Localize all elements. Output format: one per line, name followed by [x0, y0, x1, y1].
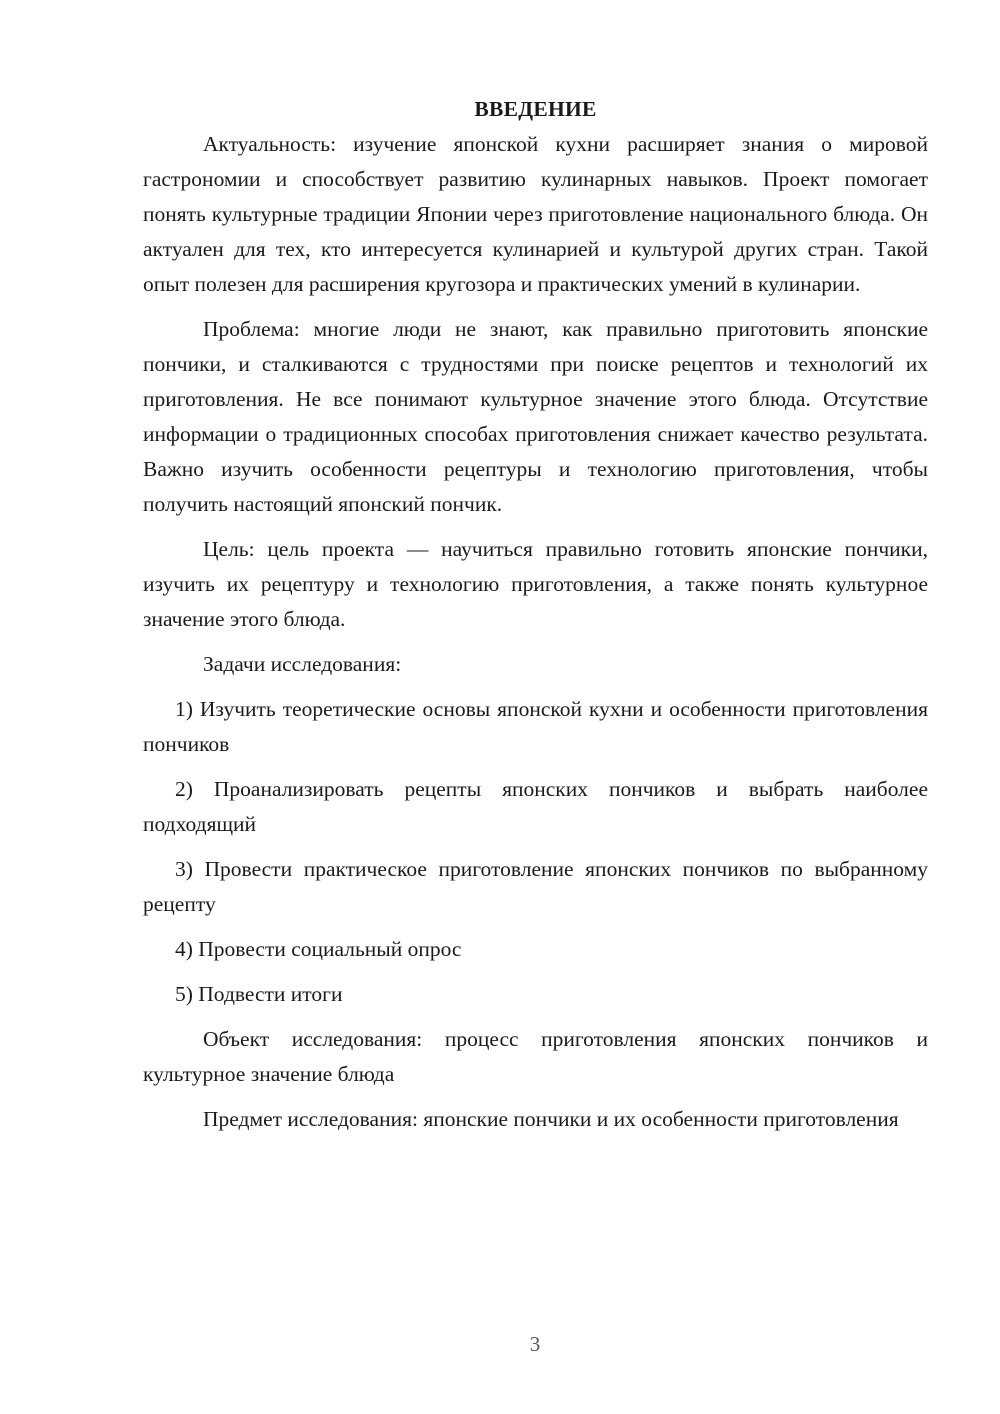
- problem-paragraph: Проблема: многие люди не знают, как правильно приготовить японские пончики, и сталкиваются с трудностями при поиске рецептов и технологий их приготовления. Не все понимают культурное значение этого блюда. Отсутствие информации о традиционных способах приготовления снижает качество результата. Важно изучить особенности рецептуры и технологию приготовления, чтобы получить настоящий японский пончик.: [143, 317, 928, 516]
- relevance-paragraph: Актуальность: изучение японской кухни расширяет знания о мировой гастрономии и способствует развитию кулинарных навыков. Проект помогает понять культурные традиции Японии через приготовление национального блюда. Он актуален для тех, кто интересуется кулинарией и культурой других стран. Такой опыт полезен для расширения кругозора и практических умений в кулинарии.: [143, 132, 928, 296]
- goal-paragraph: Цель: цель проекта — научиться правильно готовить японские пончики, изучить их рецептуру и технологию приготовления, а также понять культурное значение этого блюда.: [143, 537, 928, 631]
- object-paragraph: Объект исследования: процесс приготовления японских пончиков и культурное значение блюда: [143, 1027, 928, 1086]
- page-title: ВВЕДЕНИЕ: [474, 97, 597, 121]
- task-item-4: 4) Провести социальный опрос: [175, 937, 462, 961]
- task-item-3: 3) Провести практическое приготовление японских пончиков по выбранному рецепту: [143, 857, 928, 916]
- task-item-1: 1) Изучить теоретические основы японской кухни и особенности приготовления пончиков: [143, 697, 928, 756]
- subject-paragraph: Предмет исследования: японские пончики и их особенности приготовления: [203, 1107, 899, 1131]
- page-number: 3: [529, 1332, 541, 1356]
- task-item-5: 5) Подвести итоги: [175, 982, 343, 1006]
- task-item-2: 2) Проанализировать рецепты японских пончиков и выбрать наиболее подходящий: [143, 777, 928, 836]
- document-page: [143, 92, 928, 1147]
- tasks-heading: Задачи исследования:: [203, 652, 402, 676]
